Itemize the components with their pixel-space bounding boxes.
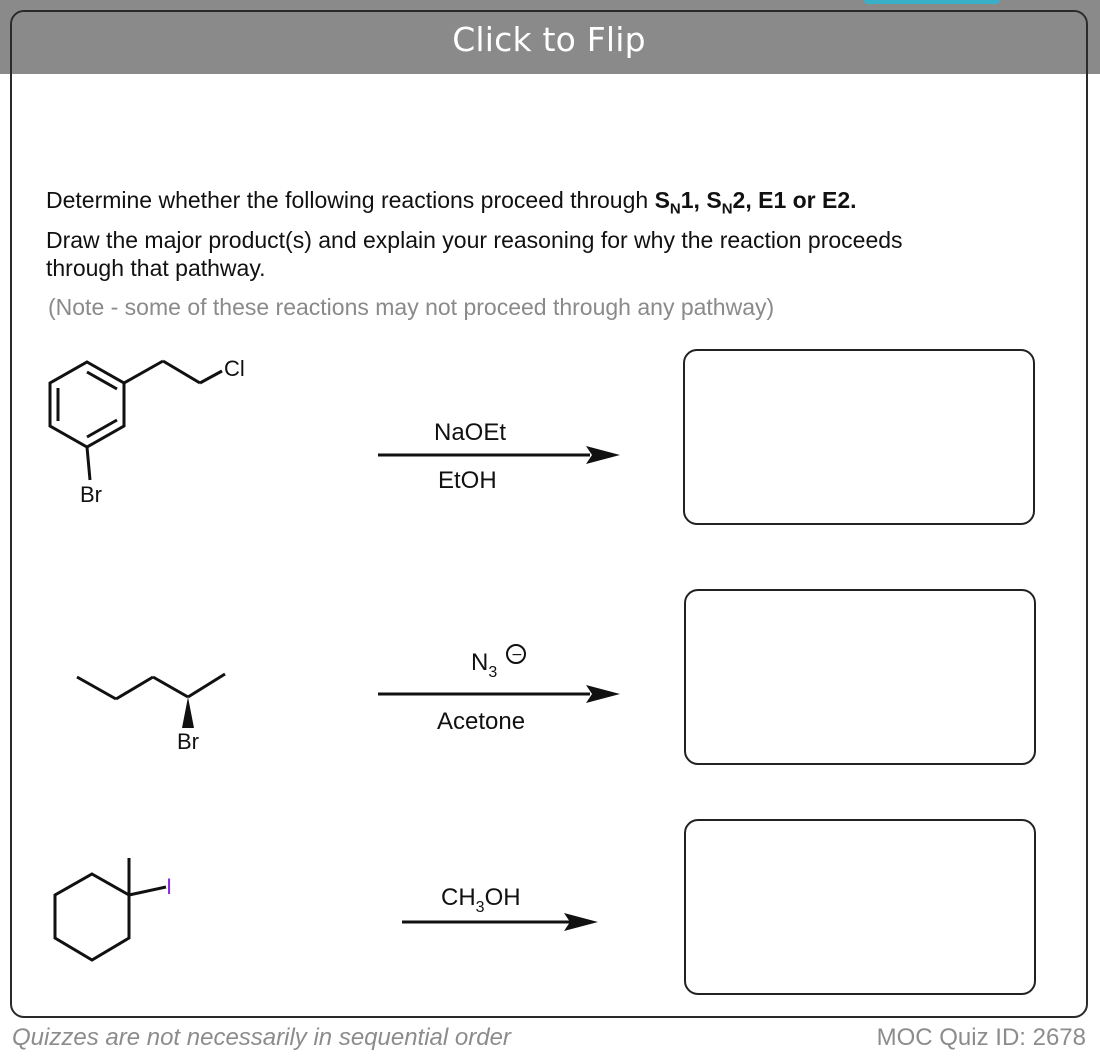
footer-quiz-id: MOC Quiz ID: 2678 [876, 1024, 1086, 1051]
answer-box-2[interactable] [684, 589, 1036, 765]
reactant-1-structure [50, 361, 222, 480]
sn2-sub: N [721, 200, 733, 218]
question-line-3: through that pathway. [46, 255, 266, 281]
chlorine-label: Cl [224, 356, 245, 381]
reaction-arrow-3 [402, 913, 598, 931]
reaction-arrow-2 [378, 685, 620, 703]
reagent-3: $CH_3OH$ [441, 884, 521, 916]
bromine-label-1: Br [80, 482, 102, 507]
mech-rest: E1 or E2. [758, 187, 857, 213]
bromine-label-2: Br [177, 729, 199, 754]
reagent-1-top: NaOEt [434, 419, 507, 446]
question-line-2: Draw the major product(s) and explain your reasoning for why the reaction proceeds [46, 227, 903, 253]
question-prefix: Determine whether the following reactions proceed through [46, 187, 655, 213]
sn1-num: 1, [680, 187, 707, 213]
reagent-2-bottom: Acetone [437, 708, 526, 735]
sn2-num: 2, [732, 187, 759, 213]
footer-order-note: Quizzes are not necessarily in sequential order [12, 1024, 511, 1051]
reactant-3-structure [55, 858, 166, 960]
sn1-sub: N [669, 200, 681, 218]
sn2-s: S [706, 187, 722, 213]
question-note: (Note - some of these reactions may not proceed through any pathway) [48, 294, 775, 320]
reagent-1-bottom: EtOH [438, 467, 497, 494]
answer-box-1[interactable] [683, 349, 1035, 525]
svg-text:−: − [511, 647, 523, 663]
click-to-flip-button[interactable]: Click to Flip [452, 19, 646, 59]
reaction-arrow-1 [378, 446, 620, 464]
sn1-s: S [654, 187, 670, 213]
answer-box-3[interactable] [684, 819, 1036, 995]
iodine-label: I [166, 874, 173, 899]
reactant-2-structure [77, 674, 225, 699]
wedge-bond [182, 697, 194, 728]
reagent-2-top: $N_3$ [471, 649, 498, 681]
azide-charge-icon [507, 645, 525, 663]
